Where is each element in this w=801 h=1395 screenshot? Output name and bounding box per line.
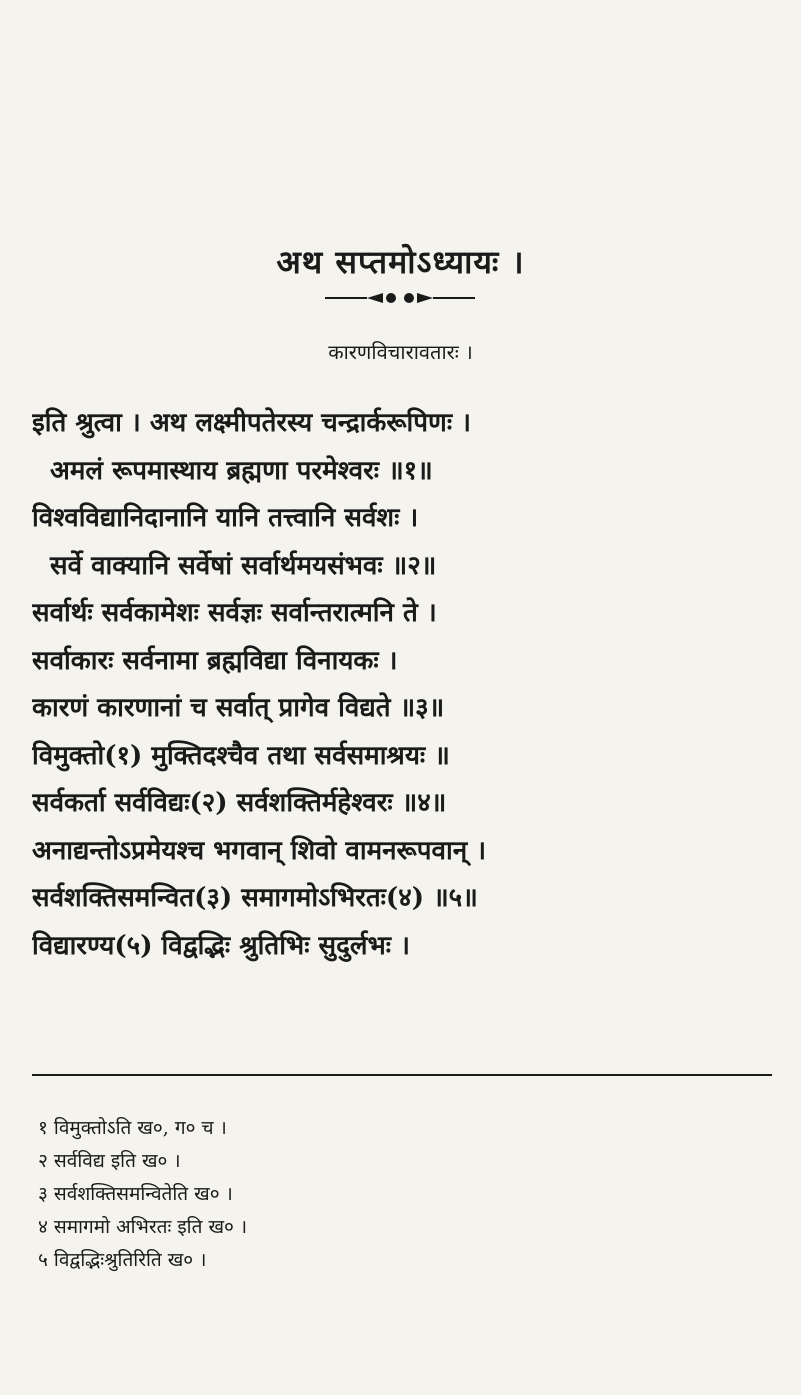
verse-line: इति श्रुत्वा । अथ लक्ष्मीपतेरस्य चन्द्रार्करूपिणः । bbox=[32, 408, 472, 438]
footnote: ४ समागमो अभिरतः इति ख० । bbox=[38, 1216, 248, 1238]
chapter-title: अथ सप्तमोऽध्यायः । bbox=[276, 243, 525, 281]
verse-line: सर्वे वाक्यानि सर्वेषां सर्वार्थमयसंभवः ॥२॥ bbox=[50, 550, 437, 581]
verse-line: अनाद्यन्तोऽप्रमेयश्च भगवान् शिवो वामनरूपवान् । bbox=[32, 835, 487, 866]
verse-line: कारणं कारणानां च सर्वात् प्रागेव विद्यते ॥३॥ bbox=[32, 693, 445, 723]
verse-line: सर्वाकारः सर्वनामा ब्रह्मविद्या विनायकः । bbox=[32, 645, 398, 676]
footnote-divider bbox=[32, 1074, 772, 1076]
ornament-divider bbox=[325, 290, 475, 306]
footnote: ३ सर्वशक्तिसमन्वितेति ख० । bbox=[38, 1183, 233, 1205]
verse-block bbox=[32, 400, 772, 970]
verse-line: विद्यारण्य(५) विद्वद्भिः श्रुतिभिः सुदुर्लभः । bbox=[32, 930, 410, 961]
footnote: २ सर्वविद्य इति ख० । bbox=[38, 1150, 181, 1172]
footnote: ५ विद्वद्भिःश्रुतिरिति ख० । bbox=[38, 1249, 207, 1271]
footnote: १ विमुक्तोऽति ख०, ग० च । bbox=[38, 1117, 227, 1139]
chapter-subtitle: कारणविचारावतारः । bbox=[328, 340, 473, 364]
verse-line: सर्वार्थः सर्वकामेशः सर्वज्ञः सर्वान्तरात्मनि ते । bbox=[32, 598, 437, 628]
verse-line: सर्वशक्तिसमन्वित(३) समागमोऽभिरतः(४) ॥५॥ bbox=[32, 883, 478, 913]
verse-line: विश्वविद्यानिदानानि यानि तत्त्वानि सर्वशः । bbox=[32, 503, 419, 533]
verse-line: सर्वकर्ता सर्वविद्यः(२) सर्वशक्तिर्महेश्वरः ॥४॥ bbox=[32, 788, 447, 818]
footnotes bbox=[38, 1112, 768, 1277]
verse-line: अमलं रूपमास्थाय ब्रह्मणा परमेश्वरः ॥१॥ bbox=[50, 455, 433, 486]
verse-line: विमुक्तो(१) मुक्तिदश्चैव तथा सर्वसमाश्रयः ॥ bbox=[32, 740, 450, 771]
